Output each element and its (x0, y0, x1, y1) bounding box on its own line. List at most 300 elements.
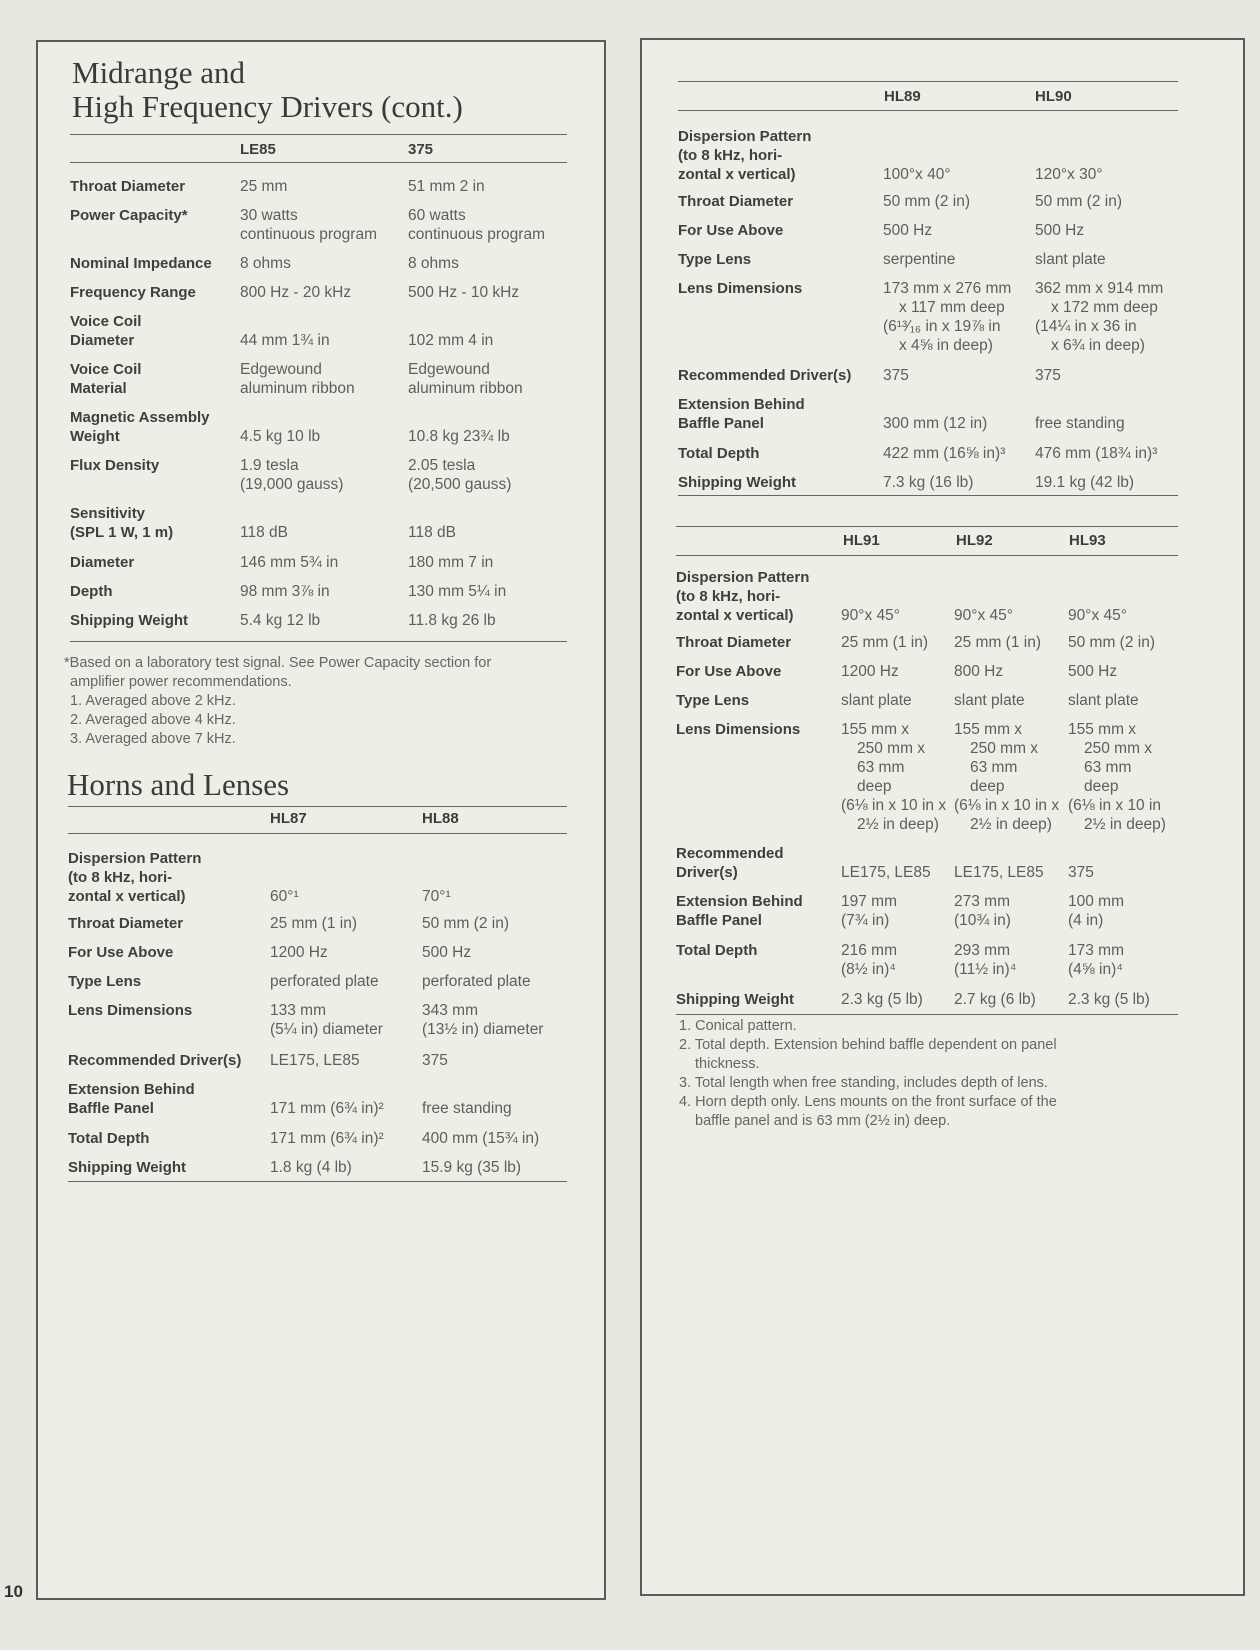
value-line: 120°x 30° (1035, 166, 1103, 183)
value-line: 25 mm (1 in) (841, 634, 928, 651)
row-label-line: Recommended (676, 845, 784, 862)
row-label (68, 1158, 186, 1177)
row-value (883, 414, 987, 433)
row-label-line: For Use Above (68, 944, 174, 961)
row-value (422, 887, 451, 906)
row-value (954, 863, 1044, 882)
value-line: (14¼ in x 36 in (1035, 318, 1137, 335)
value-line: perforated plate (270, 973, 379, 990)
row-value (883, 221, 932, 240)
table-top-rule (676, 526, 1178, 527)
value-line: LE175, LE85 (270, 1052, 360, 1069)
value-line: 63 mm (857, 759, 905, 776)
row-value (408, 427, 510, 446)
row-value (422, 972, 531, 991)
row-value (270, 972, 379, 991)
value-line: x 6¾ in deep) (1051, 337, 1145, 354)
row-value (841, 606, 900, 625)
row-value (841, 720, 946, 834)
value-line: 25 mm (1 in) (270, 915, 357, 932)
row-label-line: Shipping Weight (676, 991, 795, 1008)
row-label (70, 283, 196, 302)
value-line: 102 mm 4 in (408, 332, 494, 349)
value-line: 90°x 45° (1068, 607, 1127, 624)
row-value (1035, 366, 1061, 385)
value-line: slant plate (1035, 251, 1106, 268)
row-value (408, 456, 511, 494)
row-label (68, 972, 141, 991)
value-line: 1200 Hz (841, 663, 899, 680)
row-label (68, 914, 183, 933)
row-value (240, 177, 287, 196)
row-label-line: Throat Diameter (68, 915, 184, 932)
row-value (408, 177, 485, 196)
footnote-line: baffle panel and is 63 mm (2½ in) deep. (695, 1113, 951, 1129)
row-value (240, 582, 330, 601)
value-line: 273 mm (954, 893, 1010, 910)
row-label-line: zontal x vertical) (68, 888, 186, 905)
value-line: 375 (1068, 864, 1094, 881)
row-value (270, 887, 299, 906)
value-line: 2.3 kg (5 lb) (1068, 991, 1150, 1008)
row-label-line: Type Lens (678, 251, 752, 268)
footnote-line: 1. Conical pattern. (679, 1018, 797, 1034)
value-line: 250 mm x (1084, 740, 1153, 757)
row-value (1068, 990, 1150, 1009)
value-line: 155 mm x (1068, 721, 1137, 738)
row-label (678, 127, 811, 184)
row-label (70, 408, 210, 446)
column-header-hl87: HL87 (270, 810, 307, 827)
row-value (270, 1129, 384, 1148)
footnote-line: 2. Total depth. Extension behind baffle dependent on panel (679, 1037, 1057, 1053)
row-value (240, 553, 338, 572)
value-line: 2½ in deep) (857, 816, 939, 833)
value-line: deep (857, 778, 892, 795)
value-line: 63 mm (970, 759, 1018, 776)
hl89-hl90-specs-table (678, 81, 1178, 496)
row-value (270, 943, 328, 962)
row-value (1035, 192, 1122, 211)
row-value (1035, 414, 1125, 433)
row-value (422, 1001, 543, 1039)
column-header-hl93: HL93 (1069, 532, 1106, 549)
value-line: continuous program (240, 226, 377, 243)
value-line: slant plate (1068, 692, 1139, 709)
value-line: 800 Hz (954, 663, 1004, 680)
value-line: 5.4 kg 12 lb (240, 612, 321, 629)
row-value (1068, 691, 1139, 710)
row-label (676, 633, 791, 652)
row-value (408, 582, 506, 601)
row-label (70, 254, 212, 273)
value-line: 51 mm 2 in (408, 178, 485, 195)
value-line: Edgewound (408, 361, 490, 378)
value-line: 2½ in deep) (1084, 816, 1166, 833)
value-line: 300 mm (12 in) (883, 415, 988, 432)
row-value (408, 360, 523, 398)
row-value (1068, 662, 1117, 681)
row-value (270, 1051, 360, 1070)
row-label (68, 1051, 241, 1070)
row-label (678, 279, 802, 298)
row-label (68, 849, 201, 906)
value-line: (20,500 gauss) (408, 476, 512, 493)
row-label-line: Dispersion Pattern (676, 569, 810, 586)
row-value (954, 720, 1059, 834)
value-line: 155 mm x (954, 721, 1023, 738)
row-value (408, 331, 493, 350)
table-bottom-rule (70, 641, 567, 642)
row-value (1068, 633, 1155, 652)
value-line: x 172 mm deep (1051, 299, 1158, 316)
value-line: (6¹³⁄₁₆ in x 19⅞ in (883, 318, 1001, 335)
row-value (240, 283, 351, 302)
value-line: 197 mm (841, 893, 897, 910)
row-value (954, 606, 1013, 625)
column-header-hl89: HL89 (884, 88, 921, 105)
value-line: 10.8 kg 23¾ lb (408, 428, 510, 445)
footnote-line: thickness. (695, 1056, 760, 1072)
value-line: 180 mm 7 in (408, 554, 494, 571)
row-label (678, 192, 793, 211)
row-value (1068, 892, 1124, 930)
value-line: aluminum ribbon (408, 380, 523, 397)
value-line: 8 ohms (240, 255, 291, 272)
value-line: 375 (422, 1052, 448, 1069)
row-value (1035, 221, 1084, 240)
value-line: 500 Hz (1068, 663, 1118, 680)
column-header-hl90: HL90 (1035, 88, 1072, 105)
value-line: 60 watts (408, 207, 466, 224)
value-line: 15.9 kg (35 lb) (422, 1159, 522, 1176)
horns-title: Horns and Lenses (67, 767, 290, 802)
row-label (678, 366, 851, 385)
row-value (1035, 473, 1134, 492)
value-line: LE175, LE85 (841, 864, 931, 881)
value-line: 500 Hz - 10 kHz (408, 284, 520, 301)
value-line: 171 mm (6¾ in)² (270, 1100, 384, 1117)
row-label-line: Dispersion Pattern (678, 128, 812, 145)
row-label (676, 990, 794, 1009)
row-label-line: Baffle Panel (676, 912, 762, 929)
value-line: 130 mm 5¼ in (408, 583, 507, 600)
row-label-line: Voice Coil (70, 313, 142, 330)
row-value (954, 662, 1003, 681)
column-header-375: 375 (408, 141, 434, 158)
value-line: 173 mm x 276 mm (883, 280, 1012, 297)
value-line: 171 mm (6¾ in)² (270, 1130, 384, 1147)
value-line: 800 Hz - 20 kHz (240, 284, 352, 301)
row-label (678, 473, 796, 492)
row-label-line: zontal x vertical) (678, 166, 796, 183)
row-label (678, 444, 759, 463)
value-line: (19,000 gauss) (240, 476, 344, 493)
row-label-line: For Use Above (676, 663, 782, 680)
row-value (270, 1158, 352, 1177)
value-line: 1.9 tesla (240, 457, 299, 474)
row-label (676, 892, 803, 930)
row-value (1035, 279, 1163, 355)
row-value (408, 523, 456, 542)
row-label-line: Throat Diameter (678, 193, 794, 210)
value-line: Edgewound (240, 361, 322, 378)
value-line: 422 mm (16⅝ in)³ (883, 445, 1006, 462)
value-line: 2½ in deep) (970, 816, 1052, 833)
value-line: 133 mm (270, 1002, 326, 1019)
row-value (240, 360, 355, 398)
value-line: 50 mm (2 in) (1068, 634, 1155, 651)
value-line: (5¼ in) diameter (270, 1021, 383, 1038)
value-line: 44 mm 1¾ in (240, 332, 330, 349)
value-line: LE175, LE85 (954, 864, 1044, 881)
table-top-rule (678, 81, 1178, 82)
horns-specs-table (68, 806, 567, 1184)
row-label (70, 312, 141, 350)
row-label-line: Lens Dimensions (68, 1002, 193, 1019)
row-label-line: Nominal Impedance (70, 255, 212, 272)
value-line: 343 mm (422, 1002, 478, 1019)
row-label-line: Recommended Driver(s) (678, 367, 852, 384)
row-label (68, 943, 173, 962)
row-label-line: Sensitivity (70, 505, 146, 522)
row-label-line: Shipping Weight (70, 612, 189, 629)
value-line: 500 Hz (1035, 222, 1085, 239)
value-line: 375 (1035, 367, 1061, 384)
value-line: 2.3 kg (5 lb) (841, 991, 923, 1008)
value-line: 4.5 kg 10 lb (240, 428, 321, 445)
value-line: 155 mm x (841, 721, 910, 738)
row-label (676, 568, 809, 625)
row-label-line: Baffle Panel (678, 415, 764, 432)
row-value (954, 990, 1036, 1009)
row-value (270, 1099, 384, 1118)
row-label-line: Throat Diameter (676, 634, 792, 651)
row-value (1068, 606, 1127, 625)
row-value (1035, 444, 1157, 463)
row-value (240, 427, 320, 446)
row-value (422, 1051, 448, 1070)
value-line: free standing (422, 1100, 512, 1117)
row-label-line: Lens Dimensions (678, 280, 803, 297)
row-label-line: Voice Coil (70, 361, 142, 378)
column-header-hl92: HL92 (956, 532, 993, 549)
row-value (408, 254, 459, 273)
row-label (68, 1001, 192, 1020)
footnote-line: 3. Averaged above 7 kHz. (70, 731, 236, 747)
row-value (240, 611, 320, 630)
row-value (408, 206, 545, 244)
value-line: 98 mm 3⅞ in (240, 583, 330, 600)
value-line: 100°x 40° (883, 166, 951, 183)
row-label-line: Weight (70, 428, 120, 445)
value-line: (4⅝ in)⁴ (1068, 961, 1123, 978)
row-label (68, 1080, 195, 1118)
row-label-line: zontal x vertical) (676, 607, 794, 624)
row-value (270, 1001, 383, 1039)
value-line: 50 mm (2 in) (422, 915, 509, 932)
row-value (422, 1099, 512, 1118)
row-value (883, 473, 973, 492)
value-line: 63 mm (1084, 759, 1132, 776)
row-label-line: Frequency Range (70, 284, 196, 301)
value-line: 250 mm x (970, 740, 1039, 757)
value-line: 375 (883, 367, 909, 384)
row-label (676, 844, 784, 882)
row-label-line: Extension Behind (676, 893, 803, 910)
row-value (883, 279, 1011, 355)
header-rule (678, 110, 1178, 111)
row-label-line: Baffle Panel (68, 1100, 154, 1117)
row-value (422, 1158, 521, 1177)
row-label-line: Depth (70, 583, 113, 600)
value-line: 90°x 45° (841, 607, 900, 624)
row-label (676, 941, 757, 960)
value-line: 400 mm (15¾ in) (422, 1130, 540, 1147)
row-label (68, 1129, 149, 1148)
value-line: 216 mm (841, 942, 897, 959)
row-label-line: Total Depth (68, 1130, 150, 1147)
row-label-line: Extension Behind (68, 1081, 195, 1098)
row-label-line: Throat Diameter (70, 178, 186, 195)
header-rule (676, 555, 1178, 556)
row-label-line: (to 8 kHz, hori- (678, 147, 783, 164)
footnote-line: *Based on a laboratory test signal. See Power Capacity section for (64, 655, 492, 671)
row-label-line: Shipping Weight (678, 474, 797, 491)
row-value (954, 892, 1011, 930)
row-label (676, 662, 781, 681)
value-line: perforated plate (422, 973, 531, 990)
row-value (1068, 863, 1094, 882)
row-label (70, 206, 188, 225)
row-label-line: (SPL 1 W, 1 m) (70, 524, 174, 541)
value-line: 11.8 kg 26 lb (408, 612, 496, 629)
row-label-line: Flux Density (70, 457, 160, 474)
row-label-line: (to 8 kHz, hori- (676, 588, 781, 605)
value-line: slant plate (841, 692, 912, 709)
row-label-line: (to 8 kHz, hori- (68, 869, 173, 886)
value-line: 118 dB (408, 524, 456, 541)
row-label-line: Diameter (70, 332, 135, 349)
value-line: 60°¹ (270, 888, 299, 905)
value-line: deep (1084, 778, 1119, 795)
value-line: 1.8 kg (4 lb) (270, 1159, 352, 1176)
value-line: 50 mm (2 in) (1035, 193, 1122, 210)
row-value (422, 1129, 539, 1148)
value-line: 2.7 kg (6 lb) (954, 991, 1036, 1008)
hl91-hl93-specs-table (676, 526, 1178, 1016)
row-value (408, 553, 493, 572)
value-line: 293 mm (954, 942, 1010, 959)
value-line: 19.1 kg (42 lb) (1035, 474, 1135, 491)
row-value (954, 633, 1041, 652)
row-value (240, 456, 343, 494)
horns-footnotes (677, 1017, 1057, 1131)
row-value (1068, 720, 1166, 834)
row-value (883, 250, 955, 269)
row-label-line: Shipping Weight (68, 1159, 187, 1176)
table-bottom-rule (676, 1014, 1178, 1015)
footnote-line: 3. Total length when free standing, includes depth of lens. (679, 1075, 1048, 1091)
row-label-line: Driver(s) (676, 864, 738, 881)
value-line: (10¾ in) (954, 912, 1011, 929)
footnote-line: 2. Averaged above 4 kHz. (70, 712, 236, 728)
column-header-hl88: HL88 (422, 810, 459, 827)
row-label-line: Type Lens (676, 692, 750, 709)
column-header-hl91: HL91 (843, 532, 880, 549)
header-rule (68, 833, 567, 834)
midrange-specs-table (70, 134, 567, 644)
value-line: x 117 mm deep (899, 299, 1005, 316)
row-value (240, 206, 377, 244)
row-value (841, 990, 923, 1009)
row-value (422, 914, 509, 933)
value-line: 476 mm (18¾ in)³ (1035, 445, 1158, 462)
row-value (240, 254, 291, 273)
midrange-footnotes (64, 654, 491, 749)
row-value (408, 611, 496, 630)
value-line: (8½ in)⁴ (841, 961, 896, 978)
value-line: (4 in) (1068, 912, 1104, 929)
row-label-line: Diameter (70, 554, 135, 571)
row-label-line: Total Depth (676, 942, 758, 959)
table-bottom-rule (678, 495, 1178, 496)
row-label-line: Material (70, 380, 127, 397)
value-line: 7.3 kg (16 lb) (883, 474, 974, 491)
table-top-rule (68, 806, 567, 807)
value-line: 30 watts (240, 207, 298, 224)
value-line: 500 Hz (883, 222, 933, 239)
row-label-line: Type Lens (68, 973, 142, 990)
row-value (422, 943, 471, 962)
row-label (676, 691, 749, 710)
value-line: continuous program (408, 226, 545, 243)
value-line: (6⅛ in x 10 in x (954, 797, 1060, 814)
row-value (1035, 165, 1103, 184)
table-top-rule (70, 134, 567, 135)
row-value (841, 691, 912, 710)
footnote-line: amplifier power recommendations. (70, 674, 292, 690)
row-label-line: Magnetic Assembly (70, 409, 210, 426)
value-line: 25 mm (1 in) (954, 634, 1041, 651)
row-value (841, 633, 928, 652)
value-line: 100 mm (1068, 893, 1124, 910)
value-line: 118 dB (240, 524, 288, 541)
row-value (883, 165, 951, 184)
value-line: 25 mm (240, 178, 288, 195)
row-value (954, 691, 1025, 710)
value-line: 2.05 tesla (408, 457, 476, 474)
value-line: 146 mm 5¾ in (240, 554, 339, 571)
row-value (841, 662, 899, 681)
value-line: 250 mm x (857, 740, 926, 757)
row-value (883, 192, 970, 211)
row-label (676, 720, 800, 739)
value-line: 1200 Hz (270, 944, 328, 961)
row-label-line: Lens Dimensions (676, 721, 801, 738)
value-line: (7¾ in) (841, 912, 890, 929)
row-label (678, 395, 805, 433)
value-line: (13½ in) diameter (422, 1021, 544, 1038)
row-label (70, 504, 173, 542)
row-value (240, 523, 288, 542)
row-label (70, 611, 188, 630)
value-line: 8 ohms (408, 255, 459, 272)
row-label (70, 456, 159, 475)
value-line: 70°¹ (422, 888, 451, 905)
row-value (841, 941, 897, 979)
value-line: 362 mm x 914 mm (1035, 280, 1164, 297)
